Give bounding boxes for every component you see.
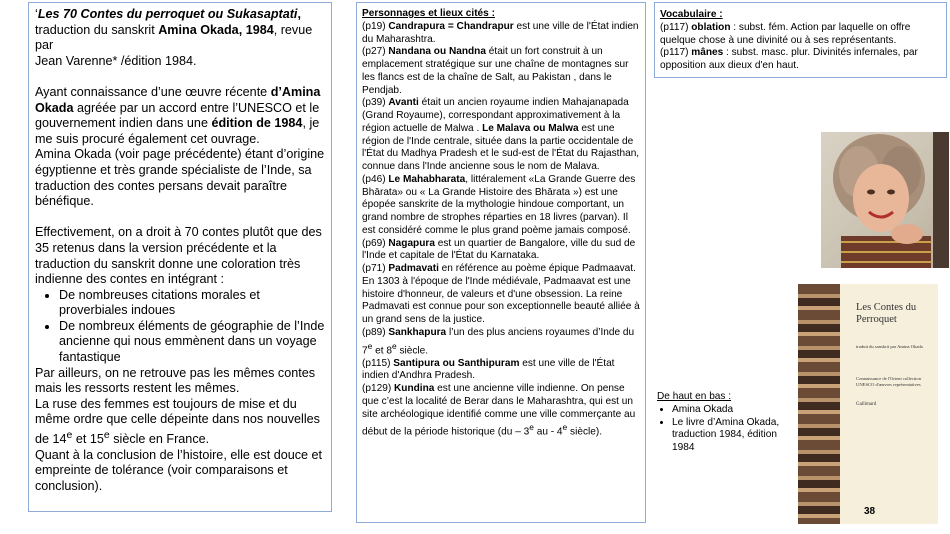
title-comma: ,: [297, 7, 301, 21]
page-ref: (p27): [362, 46, 389, 58]
entry-text: et 8: [372, 344, 392, 356]
intro-paragraph-7: Quant à la conclusion de l’histoire, elle est douce et empreinte de tolérance (voir comparaisons et conclusion).: [35, 447, 323, 493]
entry-text: au - 4: [533, 426, 563, 438]
book-title: Les 70 Contes du perroquet ou Sukasaptati: [37, 7, 298, 21]
vocabulary-panel: [654, 2, 947, 78]
entry-text: est une ancienne ville indienne. On pense que c’est la localité de Berar dans le Maharashtra, qui est un site archéologique identifié comme une ville commerçante au début de la période historique (du – 3: [362, 383, 636, 438]
superscript: e: [391, 340, 397, 351]
cover-illustration-strip: [798, 284, 840, 524]
text-span: siècle en France.: [109, 432, 210, 447]
entry-term: Le Malava ou Malwa: [482, 122, 579, 134]
entry: [362, 21, 640, 47]
entry: [362, 46, 640, 97]
intro-paragraph-4: Effectivement, on a droit à 70 contes plutôt que des 35 retenus dans la version précédente et la traduction du sanskrit donne une coloration très indienne des contes en intégrant :: [35, 225, 322, 287]
entry: [362, 238, 640, 264]
entry-term: Nandana ou Nandna: [388, 46, 486, 58]
text-span: , revue par: [35, 22, 313, 53]
entry-text: est une région de l'Inde centrale, située dans la partie occidentale de l'État du Madhya Pradesh et le sud-est de l'État du Rajasthan, connue dans l'Inde ancienne sous le nom de Malava.: [362, 122, 640, 172]
page-ref: (p89): [362, 326, 389, 338]
entry-term: Avanti: [388, 97, 419, 109]
entry-term: Candrapura = Chandrapur: [388, 20, 514, 32]
caption-heading: [657, 391, 797, 404]
text-span: Ayant connaissance d’une œuvre récente: [35, 84, 271, 99]
text-span: , je me suis procuré également cet ouvrage.: [35, 116, 320, 146]
translator-name: Amina Okada, 1984: [158, 22, 274, 37]
section-heading: [660, 9, 941, 22]
cover-publisher: Gallimard: [856, 402, 877, 407]
book-cover: [798, 284, 938, 524]
page-ref: (p115): [362, 357, 394, 369]
entry-term: Sankhapura: [388, 326, 447, 338]
entry-text: siècle.: [396, 344, 429, 356]
entry: [362, 97, 640, 174]
page-ref: (p19): [362, 20, 389, 32]
text-span: agréée par un accord entre l’UNESCO et le gouvernement indien dans une: [35, 100, 320, 131]
list-item: • Le livre d’Amina Okada, traduction 1984, édition 1984: [672, 417, 797, 455]
superscript: e: [66, 429, 73, 442]
edition-year: édition de 1984: [211, 116, 303, 131]
author-name: d’Amina Okada: [35, 84, 321, 115]
vocab-definition: : subst. fém. Action par laquelle on offre quelque chose à une divinité ou à ses représentants.: [660, 21, 911, 46]
vocab-term: mânes: [691, 47, 724, 59]
intro-title-line: ‘Les 70 Contes du perroquet ou Sukasaptati,: [35, 7, 301, 21]
list-item: • De nombreuses citations morales et proverbiales indoues: [59, 288, 325, 319]
page-ref: (p129): [362, 383, 394, 395]
text-span: La ruse des femmes est toujours de mise et du même ordre que celle dépeinte dans nos nouvelles de 14: [35, 396, 320, 447]
entry-text: était un ancien royaume indien Mahajanapada (Grand Royaume), correspondant approximativement à la région actuelle de Malwa .: [362, 97, 629, 134]
intro-paragraph-3: Amina Okada (voir page précédente) étant d’origine égyptienne et très grande spécialiste de l’Inde, sa traduction des contes persans devait paraître bénéfique.: [35, 147, 325, 209]
vocab-term: oblation: [691, 21, 731, 33]
entry-term: Padmavati: [388, 263, 439, 274]
portrait-illustration: [821, 132, 949, 268]
page-ref: (p117): [660, 47, 692, 59]
heading-text: Vocabulaire :: [660, 9, 723, 20]
entry: [362, 383, 640, 439]
entry-text: siècle).: [567, 426, 603, 438]
superscript: e: [529, 422, 534, 433]
entry-term: Nagapura: [388, 237, 435, 249]
entry-text: en référence au poème épique Padmaavat. En 1303 à l'époque de l'Inde médiévale, Padmaavat est une histoire d'honneur, de valeurs et d'une obsession. La reine Padmavati est connue pour son exceptionnelle beauté alliée à un grand sens de la justice.: [362, 263, 640, 325]
section-heading: [362, 8, 640, 21]
superscript: e: [103, 429, 110, 442]
caption-list: [657, 404, 797, 455]
intro-bullet-list: [35, 288, 325, 366]
entry-text: l’un des plus anciens royaumes d’Inde du 7: [362, 326, 635, 356]
entry: [362, 174, 640, 238]
entry-text: , littéralement «La Grande Guerre des Bhārata» ou « La Grande Histoire des Bhārata ») est une épopée sanskrite de la mythologie hindoue comportant, un grand nombre de strophes réparties en 18 livres (parvan). Il est considéré comme le plus grand poème jamais composé.: [362, 173, 636, 236]
intro-reviewer-line: Jean Varenne* /édition 1984.: [35, 53, 197, 68]
page-ref: (p69): [362, 237, 389, 249]
entry-term: Santipura ou Santhipuram: [393, 357, 520, 369]
vocab-entry: [660, 47, 941, 73]
entry: [362, 327, 640, 358]
text-span: traduction du sanskrit: [35, 22, 159, 37]
entry-text: est une ville de l'État indien d'Andhra Pradesh.: [362, 357, 615, 382]
characters-places-panel: [356, 2, 646, 523]
vocab-definition: : subst. masc. plur. Divinités infernales, par opposition aux dieux d'en haut.: [660, 47, 918, 72]
intro-translation-line: [35, 23, 325, 54]
text-span: et 15: [72, 432, 104, 447]
page-ref: (p117): [660, 21, 692, 33]
cover-subtitle: traduit du sanskrit par Amina Okada: [856, 344, 923, 349]
list-item: • Amina Okada: [672, 404, 797, 417]
entry-text: est une ville de l'État indien du Maharashtra.: [362, 20, 639, 45]
list-item: • De nombreux éléments de géographie de l’Inde ancienne qui nous emmènent dans un voyage fantastique: [59, 319, 325, 366]
image-caption: [657, 391, 797, 455]
intro-paragraph-5: Par ailleurs, on ne retrouve pas les mêmes contes mais les ressorts restent les mêmes.: [35, 365, 315, 396]
entry-term: Le Mahabharata: [388, 173, 466, 185]
vocab-entry: [660, 22, 941, 48]
page-number: 38: [864, 506, 876, 517]
intro-panel: [28, 2, 332, 512]
cover-title: Les Contes du Perroquet: [856, 302, 917, 325]
entry: [362, 358, 640, 384]
intro-paragraph-6: [35, 397, 325, 448]
author-photo: [821, 132, 949, 268]
heading-text: De haut en bas :: [657, 391, 732, 402]
page-ref: (p46): [362, 173, 389, 185]
entry-text: était un fort construit à un emplacement stratégique sur une chaîne de montagnes sur les flancs est de la chaîne de Salt, au Pakistan , dans le Pendjab.: [362, 46, 629, 96]
page-ref: (p39): [362, 97, 389, 109]
superscript: e: [562, 422, 568, 433]
entry: [362, 263, 640, 327]
page-ref: (p71): [362, 263, 389, 274]
intro-paragraph-2: [35, 85, 325, 147]
cover-collection: Connaissance de l'Orient collection UNESCO d'œuvres représentatives: [856, 376, 921, 387]
entry-term: Kundina: [393, 383, 435, 395]
entry-text: est un quartier de Bangalore, ville du sud de l'Inde et capitale de l'État du Karnataka.: [362, 237, 636, 262]
superscript: e: [367, 340, 373, 351]
heading-text: Personnages et lieux cités :: [362, 8, 495, 19]
